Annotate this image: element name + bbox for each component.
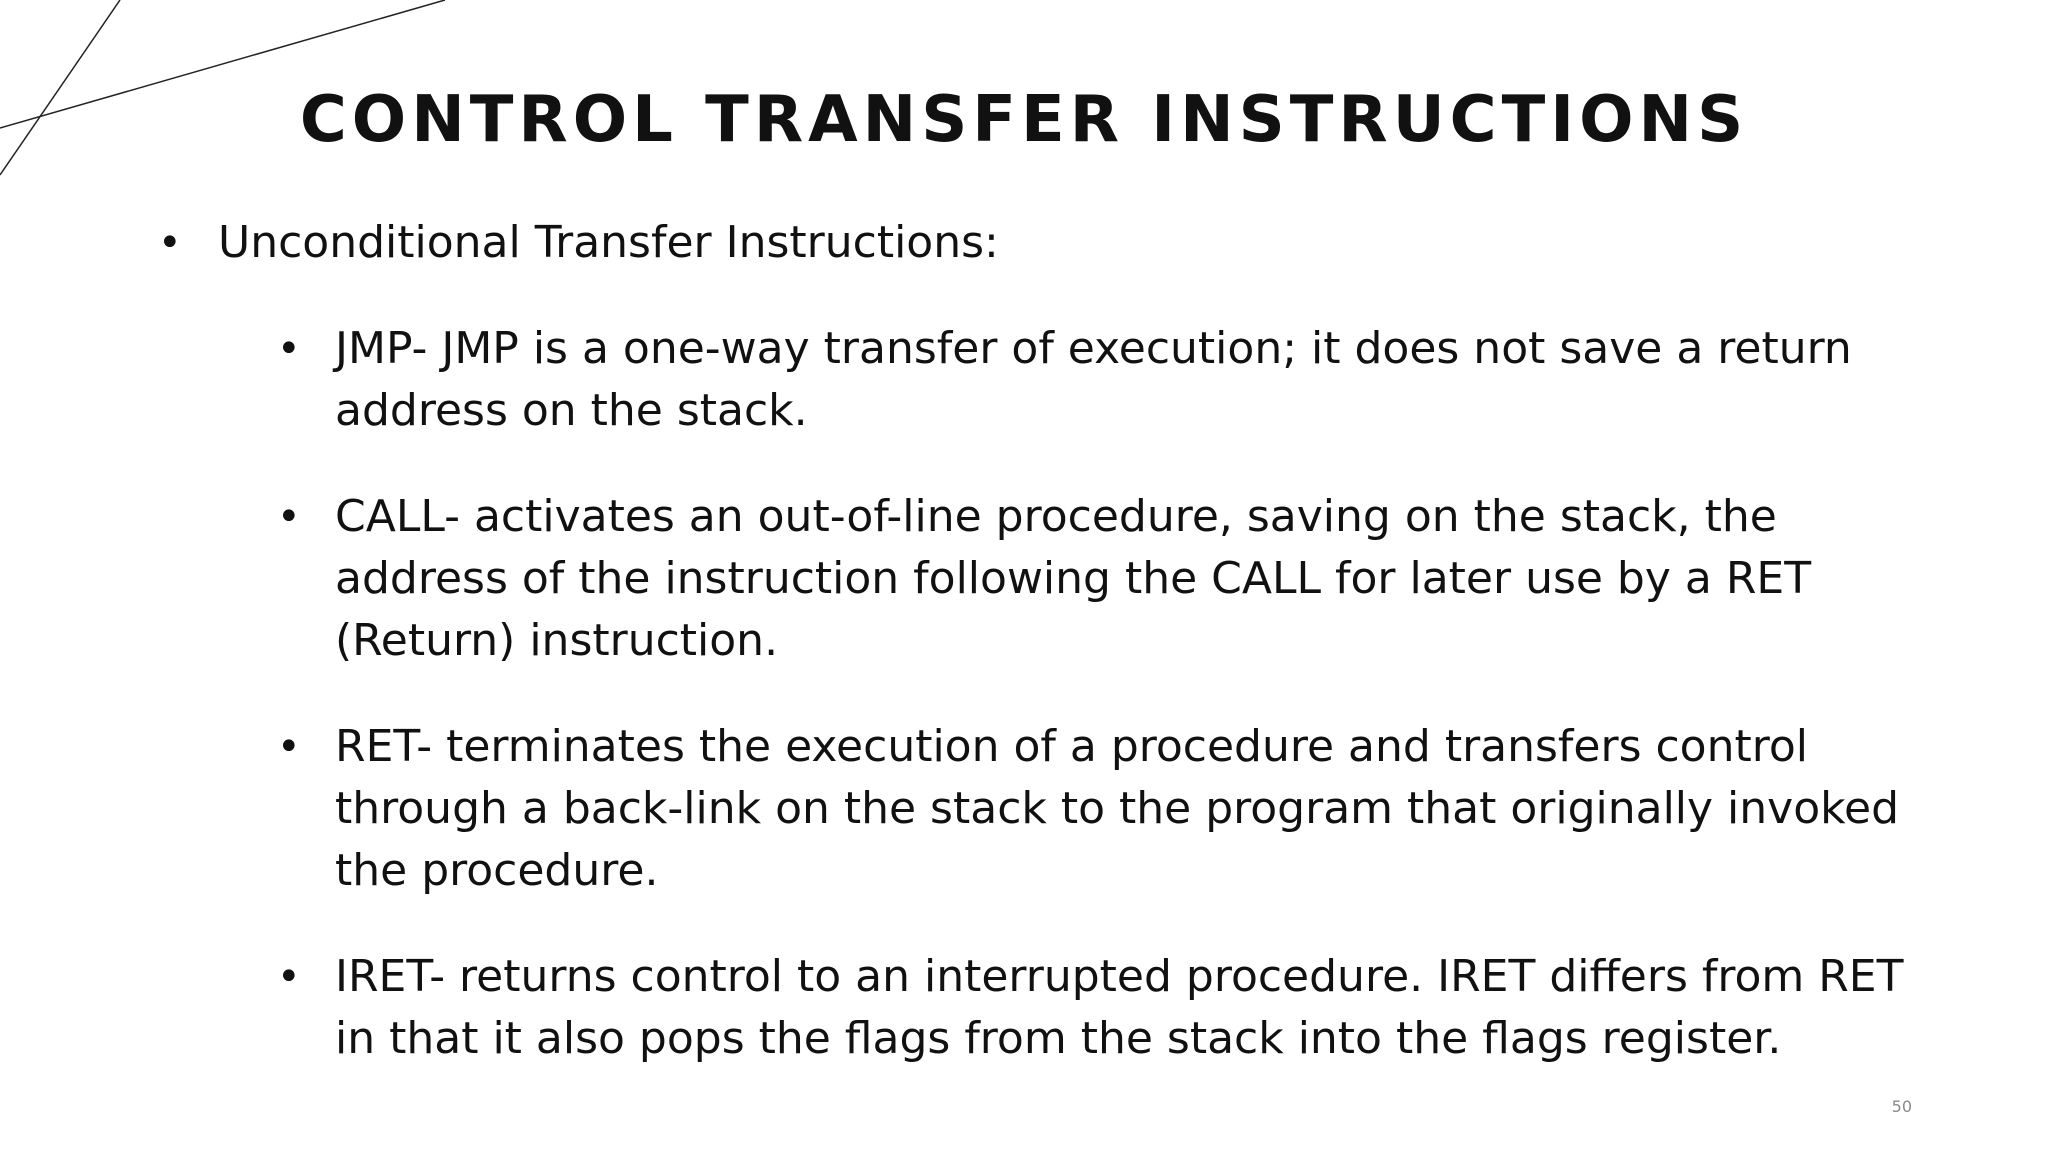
sub-bullet-jmp: [277, 318, 1910, 442]
bullet-list: [150, 212, 1910, 1081]
sub-bullet-text: JMP- JMP is a one-way transfer of execution; it does not save a return address on the stack.: [335, 323, 1852, 436]
sub-bullet-text: IRET- returns control to an interrupted procedure. IRET differs from RET in that it also pops the flags from the stack into the flags register.: [335, 951, 1904, 1064]
bullet-unconditional-transfer: [150, 212, 1910, 274]
slide-title: CONTROL TRANSFER INSTRUCTIONS: [299, 83, 1749, 157]
sub-bullet-text: RET- terminates the execution of a procedure and transfers control through a back-link on the stack to the program that originally invoked the procedure.: [335, 721, 1900, 896]
bullet-dot-icon: •: [277, 326, 301, 372]
bullet-dot-icon: •: [277, 494, 301, 540]
sub-bullet-iret: [277, 946, 1910, 1070]
bullet-dot-icon: •: [158, 220, 182, 266]
sub-bullet-ret: [277, 716, 1910, 902]
bullet-dot-icon: •: [277, 724, 301, 770]
page-number: 50: [1891, 1097, 1912, 1116]
bullet-text: Unconditional Transfer Instructions:: [218, 217, 999, 268]
sub-bullet-call: [277, 486, 1910, 672]
sub-bullet-text: CALL- activates an out-of-line procedure, saving on the stack, the address of the instruction following the CALL for later use by a RET (Return) instruction.: [335, 491, 1812, 666]
bullet-dot-icon: •: [277, 954, 301, 1000]
